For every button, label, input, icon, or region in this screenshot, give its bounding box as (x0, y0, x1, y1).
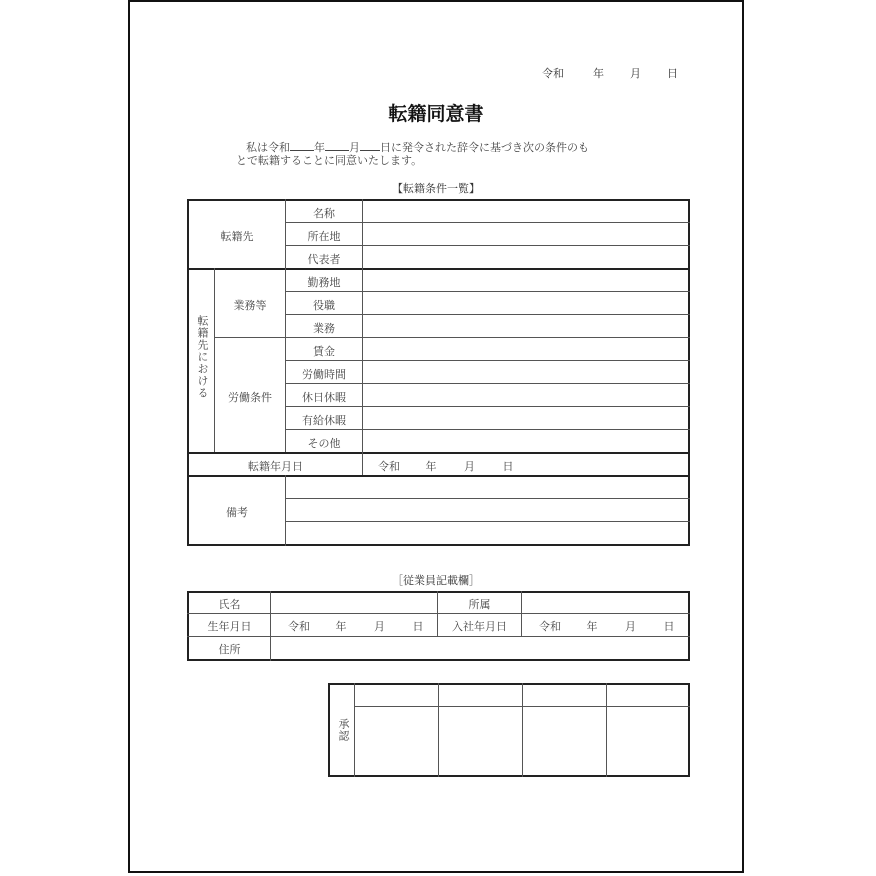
transfer-dest-label: 転籍先 (220, 230, 254, 243)
consent-text-a: 私は令和 (246, 141, 290, 154)
row-label-holidays: 休日休暇 (302, 391, 346, 404)
consent-text-c: 月 (349, 141, 360, 154)
consent-text-d: 日に発令された辞令に基づき次の条件のも (380, 141, 589, 154)
row-label-working-hours: 労働時間 (302, 368, 346, 381)
row-label-name: 名称 (313, 207, 335, 220)
blank-year (290, 141, 314, 151)
approval-table (328, 683, 690, 777)
consent-line-2: とで転籍することに同意いたします。 (236, 154, 423, 167)
row-label-workplace: 勤務地 (307, 276, 341, 289)
labor-label: 労働条件 (228, 391, 272, 404)
remarks-label: 備考 (226, 506, 248, 519)
dept-label: 所属 (468, 598, 491, 611)
name-label: 氏名 (218, 598, 241, 611)
row-label-address: 所在地 (307, 230, 341, 243)
birth-date-value: 令和 年 月 日 (288, 620, 424, 633)
header-date-day: 日 (667, 67, 678, 80)
document-page (128, 0, 744, 873)
row-label-paid-leave: 有給休暇 (302, 414, 346, 427)
blank-month (325, 141, 349, 151)
address-label: 住所 (218, 643, 241, 656)
conditions-table (187, 199, 690, 546)
employee-caption: ［従業員記載欄］ (392, 574, 480, 587)
blank-day (360, 141, 380, 151)
row-label-position: 役職 (313, 299, 335, 312)
row-label-other: その他 (307, 437, 341, 450)
header-date-year: 年 (593, 67, 604, 80)
join-label: 入社年月日 (452, 620, 507, 633)
header-date-era: 令和 (542, 67, 564, 80)
join-date-value: 令和 年 月 日 (539, 620, 675, 633)
transfer-date-label: 転籍年月日 (248, 460, 303, 473)
at-dest-label: 転籍先における (196, 315, 209, 399)
row-label-wage: 賃金 (313, 345, 335, 358)
header-date-month: 月 (630, 67, 641, 80)
transfer-date-value: 令和 年 月 日 (378, 460, 514, 473)
birth-label: 生年月日 (207, 620, 252, 633)
consent-text-b: 年 (314, 141, 325, 154)
conditions-caption: 【転籍条件一覧】 (392, 182, 480, 195)
document-title: 転籍同意書 (388, 103, 484, 125)
row-label-representative: 代表者 (307, 253, 341, 266)
approval-label: 承認 (337, 718, 350, 742)
duties-label: 業務等 (233, 299, 267, 312)
row-label-duties: 業務 (313, 322, 335, 335)
